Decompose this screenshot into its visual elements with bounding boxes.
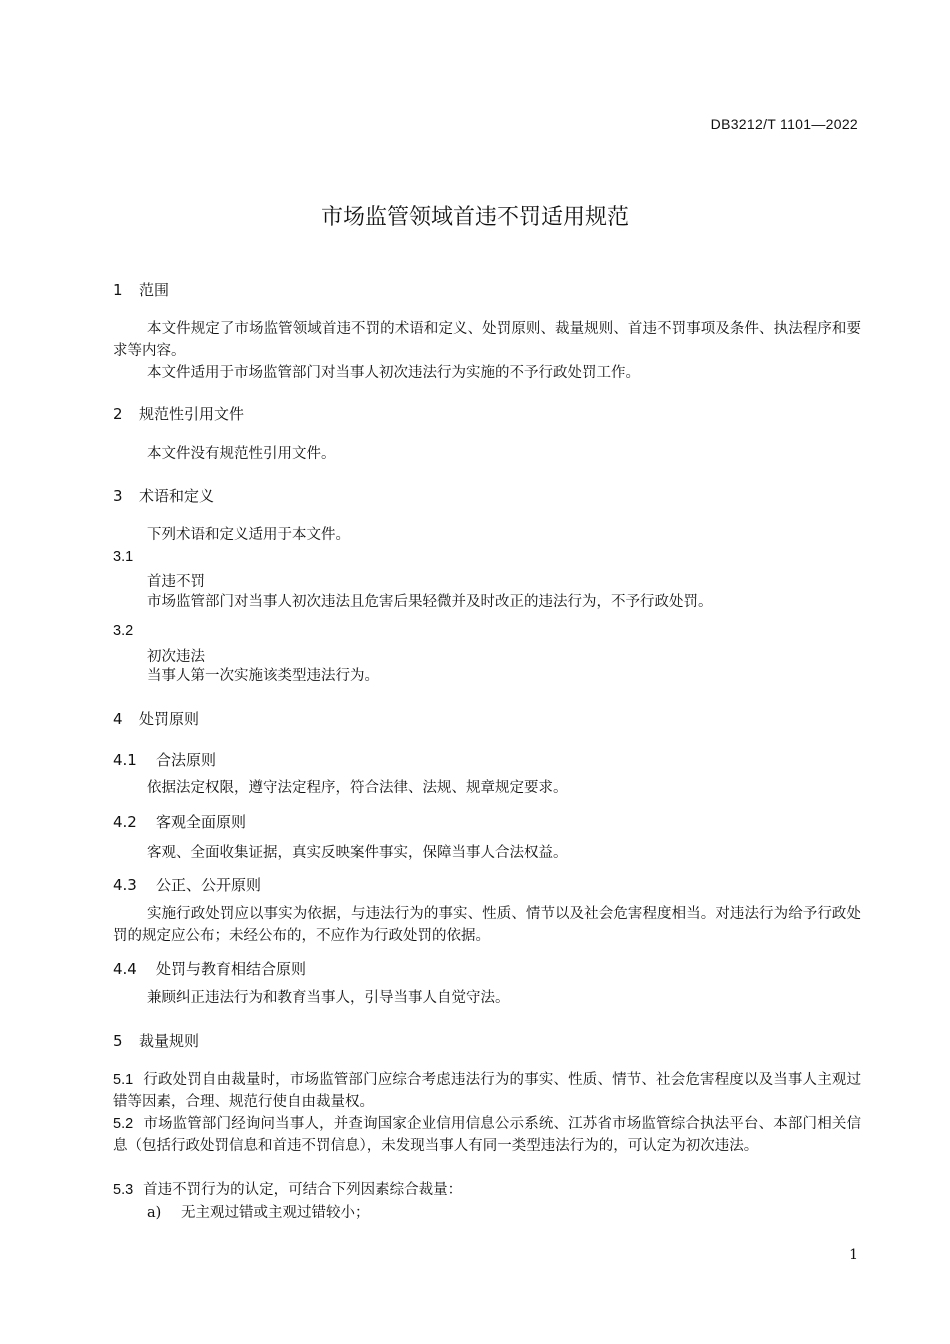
subsection-title: 合法原则 [156,751,217,769]
section-4-heading [113,708,199,729]
subsection-text: 依据法定权限，遵守法定程序，符合法律、法规、规章规定要求。 [147,780,568,796]
subsection-number: 4.3 [113,876,137,894]
document-number: DB3212/T 1101—2022 [710,116,858,132]
page-number: 1 [849,1247,858,1263]
section-2-heading [113,403,244,424]
subsection-heading [113,749,216,770]
subsection-title: 公正、公开原则 [156,876,262,894]
section-title: 范围 [139,281,170,299]
section-1-paragraph-2: 本文件适用于市场监管部门对当事人初次违法行为实施的不予行政处罚工作。 [147,365,640,381]
clause-5-3 [113,1179,861,1201]
term-definition: 当事人第一次实施该类型违法行为。 [147,668,379,684]
section-3-paragraph-1: 下列术语和定义适用于本文件。 [147,527,350,543]
subsection-number: 4.1 [113,751,137,769]
section-number: 3 [113,487,123,505]
list-item-label: a) [147,1205,162,1221]
section-title: 术语和定义 [139,487,215,505]
section-5-heading [113,1030,199,1051]
clause-number: 5.2 [113,1116,134,1132]
section-number: 5 [113,1032,123,1050]
clause-text: 市场监管部门经询问当事人，并查询国家企业信用信息公示系统、江苏省市场监管综合执法平台、本部门相关信息（包括行政处罚信息和首违不罚信息），未发现当事人有同一类型违法行为的，可认定为初次违法。 [113,1116,861,1154]
subsection-text: 兼顾纠正违法行为和教育当事人，引导当事人自觉守法。 [147,990,510,1006]
list-item [147,1201,370,1222]
section-3-heading [113,485,214,506]
subsection-number: 4.2 [113,813,137,831]
subsection-text: 实施行政处罚应以事实为依据，与违法行为的事实、性质、情节以及社会危害程度相当。对违法行为给予行政处罚的规定应公布；未经公布的，不应作为行政处罚的依据。 [113,906,861,944]
section-title: 规范性引用文件 [139,405,245,423]
section-number: 4 [113,710,123,728]
clause-5-1 [113,1069,861,1113]
section-1-paragraph-1: 本文件规定了市场监管领域首违不罚的术语和定义、处罚原则、裁量规则、首违不罚事项及条件、执法程序和要求等内容。 [113,321,861,359]
subsection-number: 4.4 [113,960,137,978]
clause-5-2 [113,1113,861,1157]
subsection-heading [113,811,246,832]
term-number: 3.2 [113,623,134,639]
list-item-text: 无主观过错或主观过错较小； [181,1205,370,1221]
subsection-text: 客观、全面收集证据，真实反映案件事实，保障当事人合法权益。 [147,845,568,861]
clause-number: 5.3 [113,1182,134,1198]
subsection-heading [113,958,306,979]
subsection-title: 客观全面原则 [156,813,247,831]
section-2-paragraph-1: 本文件没有规范性引用文件。 [147,446,336,462]
section-title: 裁量规则 [139,1032,200,1050]
clause-text: 行政处罚自由裁量时，市场监管部门应综合考虑违法行为的事实、性质、情节、社会危害程度以及当事人主观过错等因素，合理、规范行使自由裁量权。 [113,1072,861,1110]
section-title: 处罚原则 [139,710,200,728]
section-1-heading [113,279,169,300]
term-definition: 市场监管部门对当事人初次违法且危害后果轻微并及时改正的违法行为，不予行政处罚。 [147,594,713,610]
term-name: 首违不罚 [147,574,205,590]
term-name: 初次违法 [147,649,205,665]
clause-number: 5.1 [113,1072,134,1088]
term-number: 3.1 [113,549,134,565]
section-number: 1 [113,281,123,299]
document-title: 市场监管领域首违不罚适用规范 [320,205,629,230]
clause-text: 首违不罚行为的认定，可结合下列因素综合裁量： [143,1182,463,1198]
subsection-title: 处罚与教育相结合原则 [156,960,307,978]
subsection-heading [113,874,261,895]
section-number: 2 [113,405,123,423]
